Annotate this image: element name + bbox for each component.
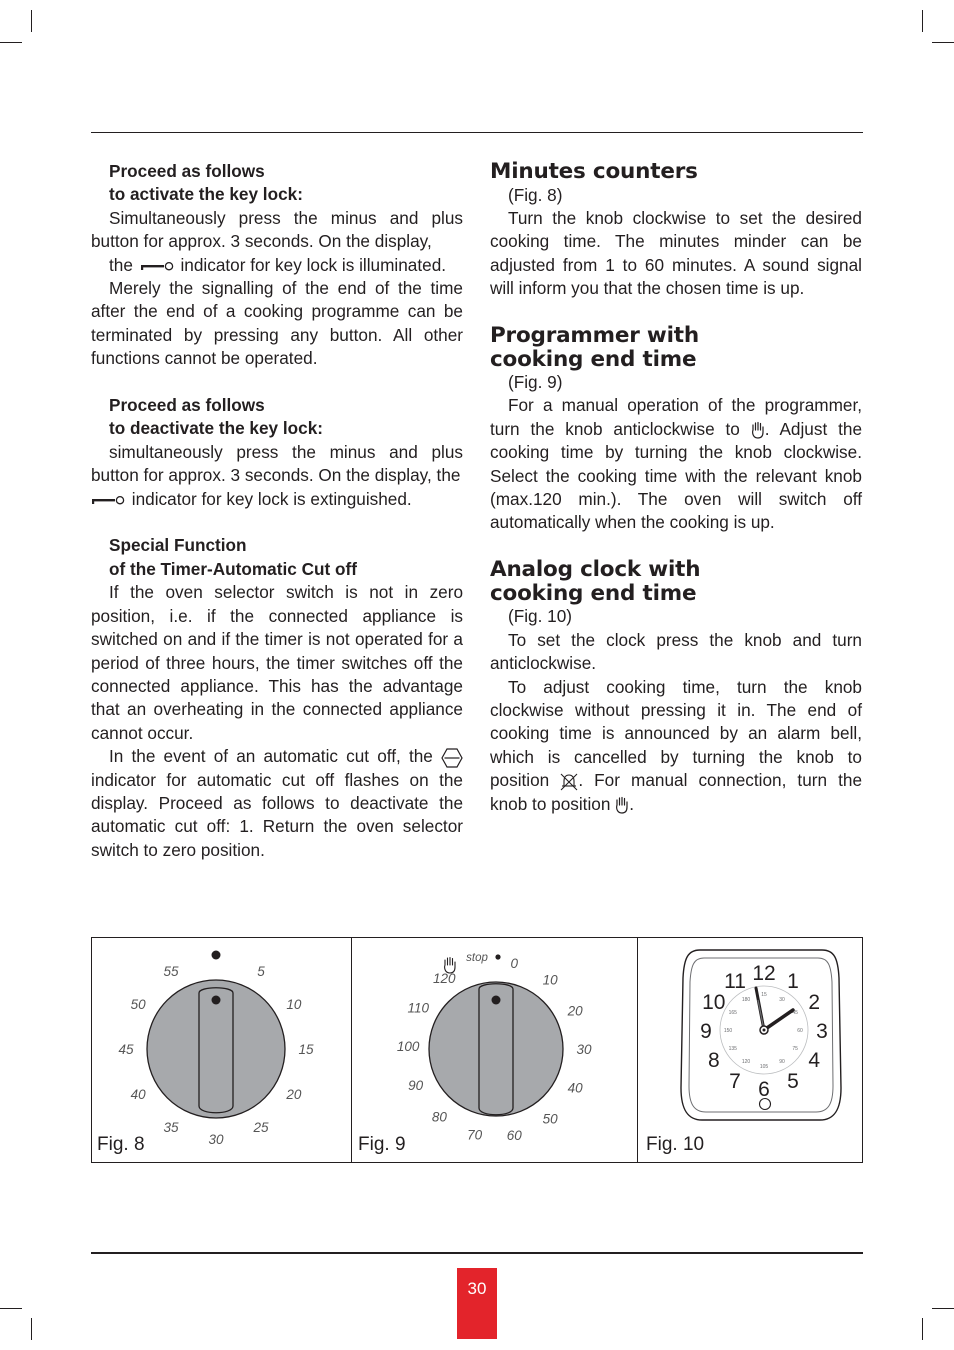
alarm-scale-number: 30 bbox=[779, 996, 785, 1003]
paragraph: If the oven selector switch is not in zero position, i.e. if the connected appliance is switched on and if the timer is not operated for a period of three hours, the timer switches off the connected appliance. This has the advantage that an overheating in the connected appliance cannot occur. bbox=[91, 582, 463, 743]
fig-reference: (Fig. 10) bbox=[508, 606, 572, 627]
scale-number: 60 bbox=[506, 1128, 522, 1144]
alarm-scale-number: 180 bbox=[741, 996, 751, 1003]
clock-hour-number: 9 bbox=[700, 1020, 712, 1043]
page-number: 30 bbox=[457, 1268, 497, 1339]
scale-number: 120 bbox=[433, 970, 456, 986]
text: . bbox=[629, 793, 634, 814]
alarm-scale-number: 150 bbox=[723, 1028, 733, 1034]
alarm-scale-number: 60 bbox=[797, 1028, 803, 1034]
figure-10 bbox=[638, 938, 862, 1162]
heading-activate-2: to activate the key lock: bbox=[109, 184, 303, 205]
scale-number: 20 bbox=[567, 1003, 583, 1019]
bottom-rule bbox=[91, 1252, 863, 1254]
paragraph bbox=[91, 254, 463, 277]
text: For a manual operation of the programmer, turn the knob anticlockwise to bbox=[490, 395, 862, 439]
clock-hour-number: 11 bbox=[724, 969, 746, 993]
scale-number: 15 bbox=[298, 1042, 314, 1057]
heading-activate-1: Proceed as follows bbox=[109, 161, 265, 181]
fig-reference: (Fig. 8) bbox=[508, 184, 563, 205]
crop-mark bbox=[0, 42, 22, 43]
alarm-scale-number: 105 bbox=[759, 1064, 769, 1070]
crop-mark bbox=[932, 1308, 954, 1309]
figures-panel bbox=[91, 937, 863, 1163]
clock-hour-number: 5 bbox=[787, 1070, 799, 1094]
programmer-knob bbox=[352, 938, 637, 1162]
alarm-scale-number: 45 bbox=[792, 1010, 798, 1016]
text: indicator for key lock is extinguished. bbox=[131, 488, 412, 509]
text: . Adjust the cooking time by turning the knob clockwise. Select the cooking time with the relevant knob (max.120 min.). The oven will switch off automatically when the cooking is up. bbox=[490, 418, 863, 533]
scale-number: 30 bbox=[576, 1042, 592, 1057]
text: indicator for automatic cut off flashes on the display. Proceed as follows to deactivate the automatic cut off: 1. Return the oven selector switch to zero position. bbox=[91, 769, 463, 860]
scale-number: 5 bbox=[257, 964, 265, 980]
clock-hour-number: 1 bbox=[787, 969, 799, 993]
alarm-scale-number: 135 bbox=[728, 1046, 737, 1052]
analog-clock-title-2: cooking end time bbox=[490, 580, 697, 606]
paragraph bbox=[490, 394, 862, 534]
text: the bbox=[109, 254, 133, 275]
alarm-scale-number: 15 bbox=[761, 992, 767, 998]
paragraph: Turn the knob clockwise to set the desired cooking time. The minutes minder can be adjusted from 1 to 60 minutes. A sound signal will inform you that the chosen time is up. bbox=[490, 207, 862, 299]
clock-hour-number: 10 bbox=[702, 991, 726, 1014]
paragraph: simultaneously press the minus and plus button for approx. 3 seconds. On the display, the bbox=[91, 441, 463, 486]
key-lock-icon bbox=[91, 495, 127, 505]
scale-number: 50 bbox=[542, 1111, 558, 1127]
minutes-counters-title: Minutes counters bbox=[490, 159, 698, 184]
clock-hour-number: 7 bbox=[729, 1070, 741, 1094]
paragraph bbox=[490, 676, 862, 816]
alarm-scale-number: 75 bbox=[792, 1046, 798, 1052]
text: To adjust cooking time, turn the knob clockwise without pressing it in. The end of cooking time is announced by an alarm bell, which is cancelled by turning the knob to position bbox=[490, 676, 862, 791]
crop-mark bbox=[922, 10, 923, 32]
paragraph bbox=[91, 488, 463, 511]
clock-hour-number: 12 bbox=[752, 962, 776, 985]
alarm-scale-number: 165 bbox=[728, 1010, 737, 1016]
heading-special-2: of the Timer-Automatic Cut off bbox=[109, 558, 357, 579]
scale-number: 30 bbox=[208, 1132, 224, 1147]
scale-number: 10 bbox=[542, 972, 558, 988]
scale-number: 100 bbox=[396, 1038, 420, 1054]
scale-number: 70 bbox=[467, 1127, 483, 1143]
fig-8-label: Fig. 8 bbox=[97, 1134, 145, 1155]
paragraph: To set the clock press the knob and turn anticlockwise. bbox=[490, 629, 862, 674]
figure-9 bbox=[352, 938, 638, 1162]
fig-reference: (Fig. 9) bbox=[508, 372, 563, 393]
text: . For manual connection, turn the knob to position bbox=[490, 770, 862, 814]
paragraph: Merely the signalling of the end of the time after the end of a cooking programme can be terminated by pressing any button. All other functions cannot be operated. bbox=[91, 278, 463, 369]
clock-hour-number: 6 bbox=[758, 1078, 770, 1101]
fig-9-label: Fig. 9 bbox=[358, 1134, 406, 1155]
scale-number: 110 bbox=[407, 1000, 430, 1016]
right-column bbox=[490, 160, 862, 816]
alarm-scale-number: 90 bbox=[779, 1059, 785, 1066]
figure-8 bbox=[92, 938, 352, 1162]
heading-deactivate-1: Proceed as follows bbox=[109, 395, 265, 416]
scale-number: 50 bbox=[130, 997, 146, 1012]
scale-number: 20 bbox=[286, 1087, 302, 1102]
alarm-scale-number: 120 bbox=[741, 1059, 751, 1066]
crop-mark bbox=[0, 1308, 22, 1309]
scale-number: 90 bbox=[408, 1077, 424, 1093]
text: In the event of an automatic cut off, the bbox=[109, 746, 433, 767]
minutes-counter-knob bbox=[92, 938, 351, 1162]
scale-number: 55 bbox=[163, 964, 179, 980]
scale-number: 25 bbox=[253, 1119, 269, 1135]
analog-clock-title-1: Analog clock with bbox=[490, 557, 701, 583]
top-rule bbox=[91, 132, 863, 133]
bell-off-icon bbox=[560, 773, 578, 791]
automatic-cut-off-icon bbox=[441, 748, 463, 768]
scale-number: 35 bbox=[163, 1119, 179, 1135]
heading-deactivate-2: to deactivate the key lock: bbox=[109, 418, 323, 439]
programmer-title-1: Programmer with bbox=[490, 323, 699, 349]
clock-hour-number: 2 bbox=[808, 991, 821, 1014]
paragraph: Simultaneously press the minus and plus button for approx. 3 seconds. On the display, bbox=[91, 207, 463, 252]
clock-hour-number: 4 bbox=[808, 1049, 821, 1072]
clock-hour-number: 8 bbox=[707, 1049, 720, 1072]
manual-hand-icon bbox=[615, 796, 629, 814]
scale-number: 80 bbox=[431, 1109, 447, 1125]
crop-mark bbox=[932, 42, 954, 43]
manual-hand-icon bbox=[751, 421, 765, 439]
key-lock-icon bbox=[138, 261, 176, 271]
scale-number: 0 bbox=[510, 955, 519, 971]
programmer-title-2: cooking end time bbox=[490, 346, 697, 372]
fig-10-label: Fig. 10 bbox=[646, 1134, 705, 1155]
text: indicator for key lock is illuminated. bbox=[180, 254, 447, 275]
stop-label: stop bbox=[466, 952, 488, 964]
left-column bbox=[91, 160, 463, 862]
scale-number: 45 bbox=[118, 1042, 134, 1057]
scale-number: 40 bbox=[130, 1087, 146, 1102]
crop-mark bbox=[31, 10, 32, 32]
scale-number: 40 bbox=[567, 1080, 583, 1096]
analog-clock bbox=[638, 938, 862, 1162]
paragraph bbox=[91, 745, 463, 862]
scale-number: 10 bbox=[286, 997, 302, 1012]
crop-mark bbox=[922, 1318, 923, 1340]
clock-hour-number: 3 bbox=[816, 1020, 828, 1043]
crop-mark bbox=[31, 1318, 32, 1340]
heading-special-1: Special Function bbox=[109, 535, 247, 556]
